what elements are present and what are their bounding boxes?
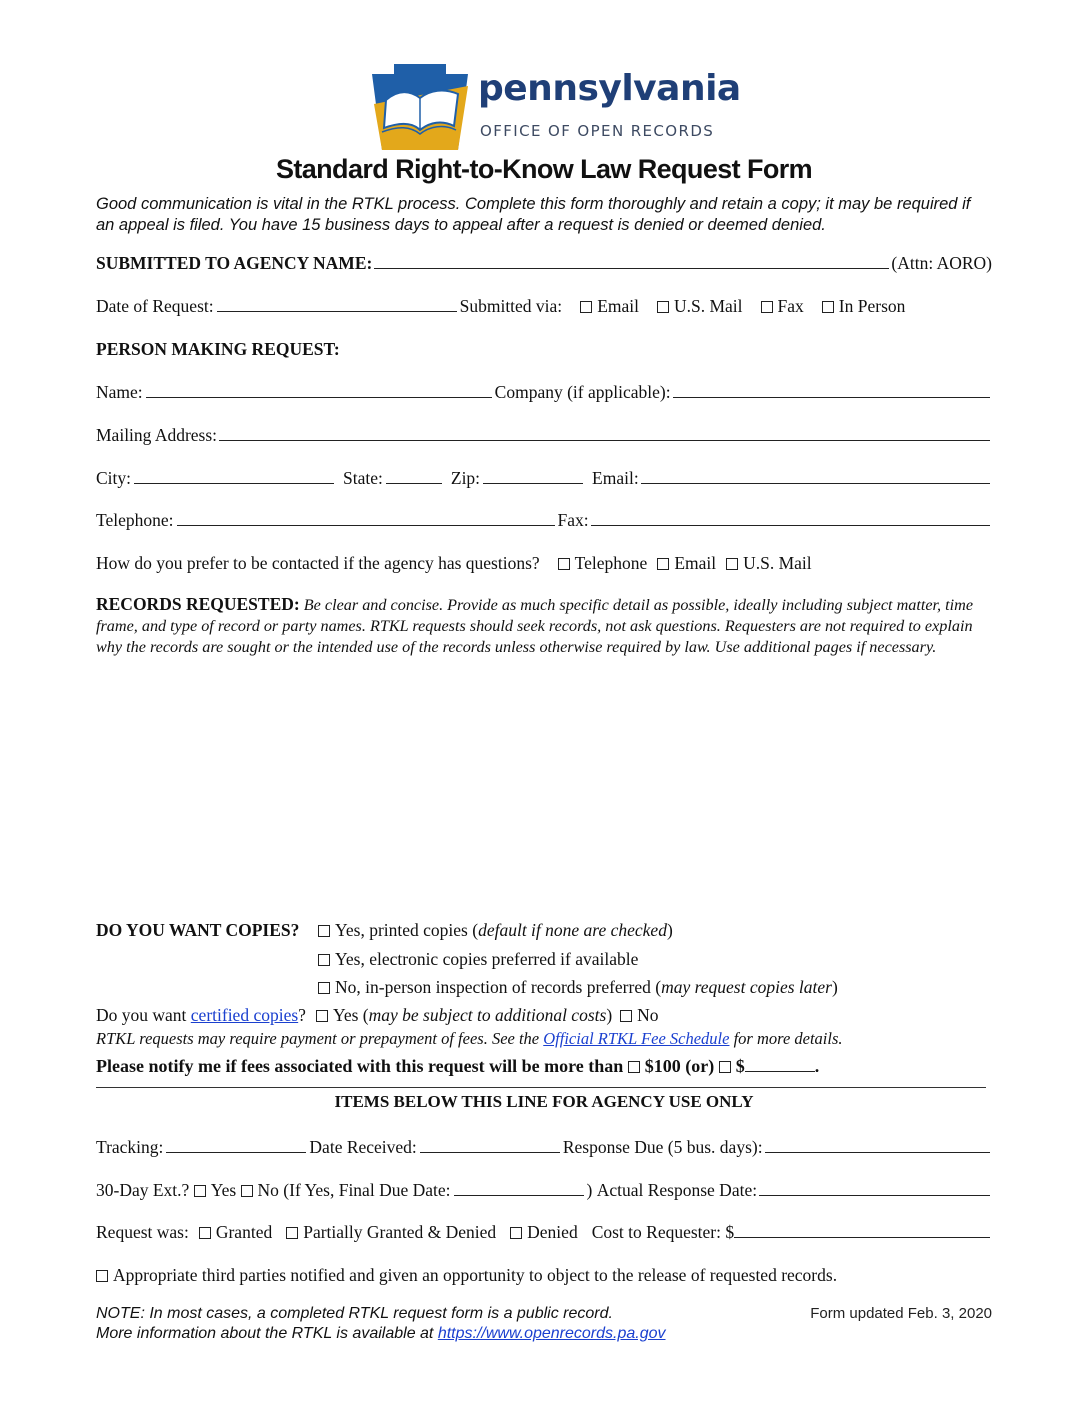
page-title: Standard Right-to-Know Law Request Form	[275, 154, 813, 184]
date-received-field[interactable]	[420, 1138, 560, 1153]
contact-pref-row	[96, 552, 992, 574]
telephone-field[interactable]	[177, 511, 555, 526]
copies-electronic-option[interactable]: Yes, electronic copies preferred if available	[318, 948, 638, 970]
fee-amount-field[interactable]	[745, 1057, 815, 1072]
city-field[interactable]	[134, 469, 334, 484]
checkbox[interactable]	[719, 1061, 731, 1073]
certified-prefix: Do you want	[96, 1005, 187, 1025]
copies-inspection-option[interactable]: No, in-person inspection of records preferred (may request copies later)	[318, 976, 838, 998]
fax-field[interactable]	[591, 511, 990, 526]
actual-response-field[interactable]	[759, 1181, 990, 1196]
response-due-label: Response Due (5 bus. days):	[562, 1137, 763, 1157]
divider	[96, 1087, 986, 1088]
footer-note	[96, 1304, 992, 1344]
form-updated-date: Form updated Feb. 3, 2020	[810, 1305, 992, 1322]
contact-telephone-option[interactable]: Telephone	[558, 552, 648, 574]
keystone-book-icon	[372, 64, 468, 150]
zip-field[interactable]	[483, 469, 583, 484]
via-mail-option[interactable]: U.S. Mail	[657, 295, 743, 317]
fee-schedule-link[interactable]: Official RTKL Fee Schedule	[543, 1029, 730, 1048]
checkbox[interactable]	[657, 558, 669, 570]
checkbox[interactable]	[96, 1270, 108, 1282]
checkbox[interactable]	[620, 1010, 632, 1022]
mailing-label: Mailing Address:	[96, 425, 218, 445]
copies-label: DO YOU WANT COPIES?	[96, 920, 300, 940]
footer-note-line2: More information about the RTKL is available at https://www.openrecords.pa.gov	[96, 1325, 666, 1342]
copies-row-1	[96, 919, 992, 941]
contact-pref-question: How do you prefer to be contacted if the agency has questions?	[96, 553, 540, 573]
company-field[interactable]	[673, 383, 990, 398]
fee-custom-option[interactable]: $	[719, 1055, 745, 1077]
cost-label: Cost to Requester: $	[591, 1222, 735, 1242]
zip-label: Zip:	[450, 468, 481, 488]
third-party-option[interactable]: Appropriate third parties notified and given an opportunity to object to the release of requested records.	[96, 1264, 837, 1286]
outcome-row	[96, 1221, 992, 1243]
extension-row: 30-Day Ext.? Yes No (If Yes, Final Due Date: ) Actual Response Date:	[96, 1179, 992, 1201]
date-row	[96, 295, 992, 317]
agency-row	[96, 252, 992, 274]
fee-notify-text: Please notify me if fees associated with this request will be more than	[96, 1056, 624, 1076]
email-label: Email:	[592, 468, 639, 488]
agency-name-field[interactable]	[374, 254, 889, 269]
city-label: City:	[96, 468, 132, 488]
company-label: Company (if applicable):	[494, 382, 671, 402]
fees-note: RTKL requests may require payment or prepayment of fees. See the Official RTKL Fee Schedule for more details.	[96, 1029, 843, 1048]
response-due-field[interactable]	[765, 1138, 990, 1153]
checkbox[interactable]	[286, 1227, 298, 1239]
checkbox[interactable]	[558, 558, 570, 570]
checkbox[interactable]	[657, 301, 669, 313]
checkbox[interactable]	[318, 925, 330, 937]
tracking-field[interactable]	[166, 1138, 306, 1153]
checkbox[interactable]	[761, 301, 773, 313]
name-label: Name:	[96, 382, 143, 402]
email-field[interactable]	[641, 469, 990, 484]
openrecords-link[interactable]: https://www.openrecords.pa.gov	[437, 1325, 666, 1342]
state-label: State:	[343, 468, 383, 488]
state-field[interactable]	[386, 469, 442, 484]
extension-yes-option[interactable]: Yes	[194, 1179, 236, 1201]
copies-row-3	[318, 976, 992, 998]
checkbox[interactable]	[510, 1227, 522, 1239]
date-label: Date of Request:	[96, 296, 214, 316]
footer-note-row1	[96, 1304, 992, 1324]
agency-use-heading: ITEMS BELOW THIS LINE FOR AGENCY USE ONLY	[334, 1092, 754, 1111]
via-fax-option[interactable]: Fax	[761, 295, 804, 317]
records-requested	[96, 594, 992, 658]
mailing-row	[96, 424, 992, 446]
date-received-label: Date Received:	[309, 1137, 417, 1157]
certified-copies-link[interactable]: certified copies	[190, 1005, 299, 1025]
logo	[372, 64, 741, 154]
date-field[interactable]	[217, 297, 457, 312]
via-in-person-option[interactable]: In Person	[822, 295, 906, 317]
telephone-label: Telephone:	[96, 510, 174, 530]
certified-no-option[interactable]: No	[620, 1004, 658, 1026]
checkbox[interactable]	[628, 1061, 640, 1073]
third-party-row	[96, 1264, 992, 1286]
mailing-address-field[interactable]	[219, 426, 990, 441]
final-due-date-field[interactable]	[454, 1181, 584, 1196]
outcome-granted-option[interactable]: Granted	[199, 1221, 272, 1243]
cost-field[interactable]	[734, 1223, 990, 1238]
checkbox[interactable]	[318, 954, 330, 966]
phone-row	[96, 509, 992, 531]
certified-yes-option[interactable]: Yes (may be subject to additional costs)	[316, 1004, 612, 1026]
fax-label: Fax:	[557, 510, 589, 530]
footer-note-line1: NOTE: In most cases, a completed RTKL request form is a public record.	[96, 1305, 613, 1322]
checkbox[interactable]	[580, 301, 592, 313]
person-heading: PERSON MAKING REQUEST:	[96, 339, 340, 359]
actual-response-label: Actual Response Date:	[596, 1180, 758, 1200]
contact-email-option[interactable]: Email	[657, 552, 716, 574]
fee-notify-row: Please notify me if fees associated with this request will be more than $100 (or) $ .	[96, 1056, 820, 1076]
name-row	[96, 381, 992, 403]
checkbox[interactable]	[241, 1185, 253, 1197]
tracking-row	[96, 1136, 992, 1158]
copies-row-2	[318, 948, 992, 970]
records-request-area[interactable]	[96, 700, 992, 900]
logo-subtitle: OFFICE OF OPEN RECORDS	[480, 122, 715, 140]
agency-label: SUBMITTED TO AGENCY NAME:	[96, 253, 373, 273]
fee-100-option[interactable]: $100 (or)	[628, 1055, 714, 1077]
name-field[interactable]	[146, 383, 492, 398]
agency-attn: (Attn: AORO)	[891, 253, 992, 273]
records-instructions: Be clear and concise. Provide as much specific detail as possible, ideally including subject matter, time frame, and type of record or party names. RTKL requests should seek records, not ask questions. Requesters are not required to explain why the records are sought or the intended use of the records unless otherwise required by law. Use additional pages if necessary.	[96, 596, 974, 656]
city-row	[96, 467, 992, 489]
checkbox[interactable]	[822, 301, 834, 313]
extension-no-option[interactable]: No (If Yes, Final Due Date:	[241, 1179, 451, 1201]
intro-text: Good communication is vital in the RTKL process. Complete this form thoroughly and retain a copy; it may be required if an appeal is filed. You have 15 business days to appeal after a request is denied or deemed denied.	[96, 195, 971, 234]
logo-title: pennsylvania	[478, 68, 741, 109]
certified-row: Do you want certified copies ? Yes (may be subject to additional costs) No	[96, 1005, 659, 1025]
tracking-label: Tracking:	[96, 1137, 164, 1157]
checkbox[interactable]	[199, 1227, 211, 1239]
contact-mail-option[interactable]: U.S. Mail	[726, 552, 812, 574]
checkbox[interactable]	[316, 1010, 328, 1022]
copies-printed-option[interactable]: Yes, printed copies (default if none are checked)	[318, 919, 673, 941]
request-was-label: Request was:	[96, 1222, 189, 1242]
records-label: RECORDS REQUESTED:	[96, 594, 300, 614]
via-email-option[interactable]: Email	[580, 295, 639, 317]
checkbox[interactable]	[726, 558, 738, 570]
checkbox[interactable]	[194, 1185, 206, 1197]
outcome-denied-option[interactable]: Denied	[510, 1221, 578, 1243]
extension-label: 30-Day Ext.?	[96, 1180, 190, 1200]
outcome-partial-option[interactable]: Partially Granted & Denied	[286, 1221, 496, 1243]
submitted-via-label: Submitted via:	[459, 296, 563, 316]
checkbox[interactable]	[318, 982, 330, 994]
